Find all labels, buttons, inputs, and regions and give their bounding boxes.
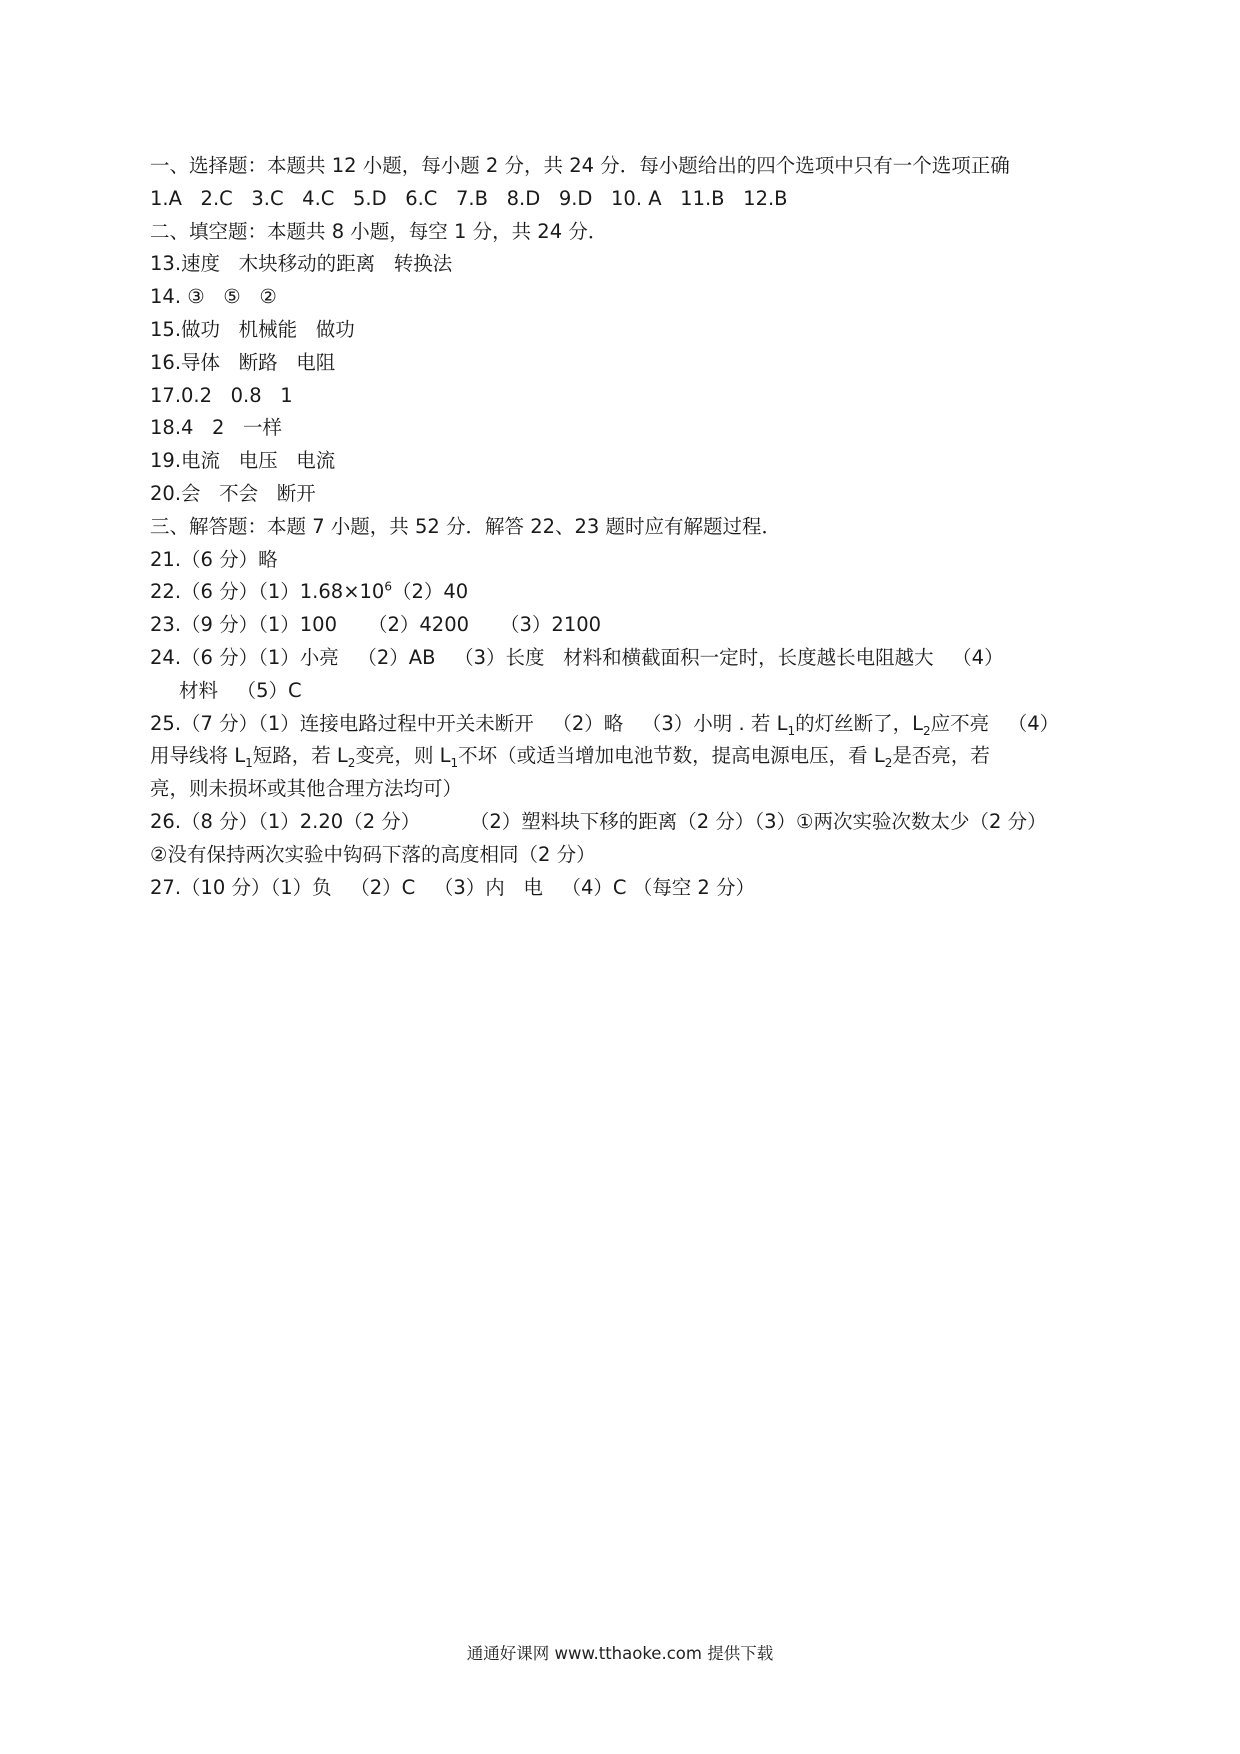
answer-25-text: 变亮，则 L [355, 744, 451, 768]
answer-22-exponent: 6 [384, 579, 392, 594]
answer-22-part2: （2）40 [391, 580, 469, 604]
answer-21: 21.（6 分）略 [150, 547, 278, 571]
answer-25-line1 [150, 708, 1100, 741]
section1-heading: 一、选择题：本题共 12 小题，每小题 2 分，共 24 分．每小题给出的四个选项中只有一个选项正确 [150, 154, 1010, 177]
section1-answers: 1.A 2.C 3.C 4.C 5.D 6.C 7.B 8.D 9.D 10. A 11.B 12.B [150, 186, 788, 210]
answer-25-text: 短路，若 L [252, 744, 348, 768]
answer-25-line3: 亮，则未损坏或其他合理方法均可） [150, 777, 463, 801]
answer-25-text: 是否亮，若 [892, 744, 990, 768]
download-footer: 通通好课网 www.tthaoke.com 提供下载 [466, 1644, 774, 1663]
fill-answer-17: 17.0.2 0.8 1 [150, 383, 293, 407]
answer-24-line1: 24.（6 分）（1）小亮 （2）AB （3）长度 材料和横截面积一定时，长度越长电阻越大 （4） [150, 645, 1004, 669]
subscript: 2 [922, 723, 931, 738]
subscript: 2 [884, 756, 893, 771]
answer-25-text: 不坏（或适当增加电池节数，提高电源电压，看 L [458, 744, 885, 768]
section2-heading: 二、填空题：本题共 8 小题，每空 1 分，共 24 分． [150, 219, 608, 243]
answer-27: 27.（10 分）（1）负 （2）C （3）内 电 （4）C （每空 2 分） [150, 875, 756, 899]
answer-26-line1: 26.（8 分）（1）2.20（2 分） （2）塑料块下移的距离（2 分）（3）①两次实验次数太少（2 分） [150, 809, 1047, 833]
fill-answer-13: 13.速度 木块移动的距离 转换法 [150, 252, 453, 276]
fill-answer-19: 19.电流 电压 电流 [150, 449, 336, 473]
subscript: 2 [347, 756, 356, 771]
answer-26-line2: ②没有保持两次实验中钩码下落的高度相同（2 分） [150, 842, 596, 866]
fill-answer-16: 16.导体 断路 电阻 [150, 350, 336, 374]
fill-answer-18: 18.4 2 一样 [150, 416, 283, 440]
answer-22 [150, 576, 1100, 609]
answer-25-text: 用导线将 L [150, 744, 246, 768]
answer-sheet [150, 150, 1100, 904]
fill-answer-15: 15.做功 机械能 做功 [150, 317, 355, 341]
answer-25-text: 25.（7 分）（1）连接电路过程中开关未断开 （2）略 （3）小明 . 若 L [150, 711, 788, 735]
answer-25-text: 应不亮 （4） [930, 711, 1060, 735]
answer-23: 23.（9 分）（1）100 （2）4200 （3）2100 [150, 613, 602, 637]
subscript: 1 [245, 756, 253, 771]
answer-22-part1: 22.（6 分）（1）1.68×10 [150, 580, 385, 604]
answer-25-text: 的灯丝断了，L [795, 711, 923, 735]
answer-24-line2: 材料 （5）C [179, 678, 302, 702]
answer-25-line2 [150, 740, 1100, 773]
section3-heading: 三、解答题：本题 7 小题，共 52 分．解答 22、23 题时应有解题过程． [150, 514, 782, 538]
subscript: 1 [787, 723, 796, 738]
fill-answer-20: 20.会 不会 断开 [150, 481, 316, 505]
fill-answer-14: 14. ③ ⑤ ② [150, 285, 277, 309]
subscript: 1 [450, 756, 459, 771]
